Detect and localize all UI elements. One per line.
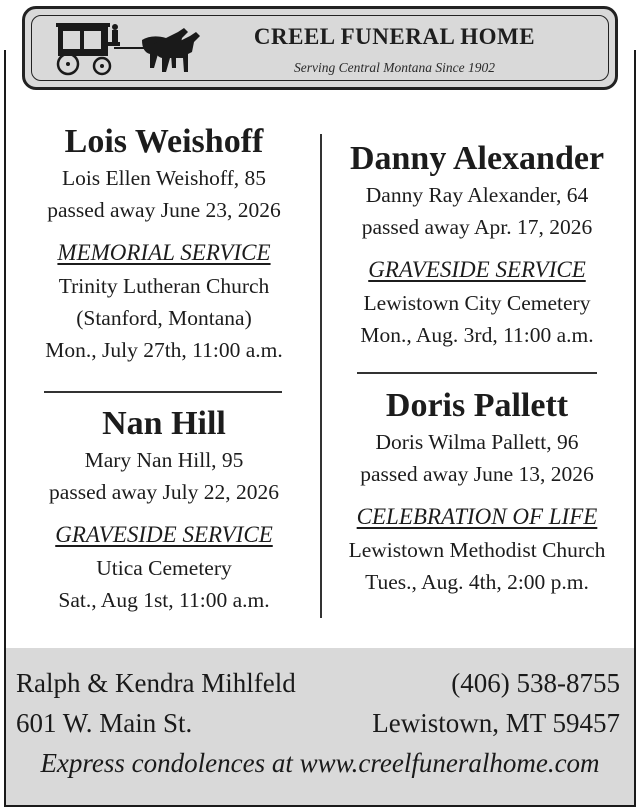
obituary-name: Lois Weishoff	[64, 123, 264, 160]
brand-name: CREEL FUNERAL HOME	[253, 24, 536, 49]
service-location: Lewistown Methodist Church	[348, 538, 606, 562]
service-location-detail: (Stanford, Montana)	[76, 306, 252, 330]
obituary-nan-hill	[14, 404, 314, 616]
service-type: CELEBRATION OF LIFE	[356, 504, 598, 529]
service-type: MEMORIAL SERVICE	[57, 240, 271, 265]
obituary-passed-date: passed away July 22, 2026	[49, 480, 279, 504]
obituary-name: Danny Alexander	[349, 140, 605, 177]
service-datetime: Mon., Aug. 3rd, 11:00 a.m.	[360, 323, 594, 347]
obituary-passed-date: passed away June 23, 2026	[47, 198, 281, 222]
obituary-full-name: Danny Ray Alexander, 64	[365, 183, 589, 207]
obituary-name: Doris Pallett	[385, 387, 569, 424]
service-location: Lewistown City Cemetery	[363, 291, 591, 315]
service-location: Trinity Lutheran Church	[58, 274, 270, 298]
owners-name: Ralph & Kendra Mihlfeld	[16, 668, 296, 698]
obituary-passed-date: passed away June 13, 2026	[360, 462, 594, 486]
service-datetime: Mon., July 27th, 11:00 a.m.	[45, 338, 283, 362]
service-type: GRAVESIDE SERVICE	[55, 522, 273, 547]
city-address: Lewistown, MT 59457	[372, 708, 620, 738]
divider-left	[44, 391, 282, 393]
column-divider	[320, 134, 322, 618]
street-address: 601 W. Main St.	[16, 708, 193, 738]
obituary-passed-date: passed away Apr. 17, 2026	[361, 215, 593, 239]
service-location: Utica Cemetery	[96, 556, 232, 580]
footer-contact	[6, 648, 634, 805]
obituary-name: Nan Hill	[102, 405, 226, 442]
obituary-lois-weishoff	[14, 122, 314, 366]
condolences-web-line: Express condolences at www.creelfuneralhome.com	[40, 748, 600, 778]
service-type: GRAVESIDE SERVICE	[368, 257, 586, 282]
service-datetime: Tues., Aug. 4th, 2:00 p.m.	[365, 570, 589, 594]
obituary-danny-alexander	[326, 139, 628, 351]
horse-drawn-hearse-icon	[54, 18, 214, 78]
brand-tagline: Serving Central Montana Since 1902	[294, 60, 495, 75]
service-datetime: Sat., Aug 1st, 11:00 a.m.	[58, 588, 270, 612]
phone-number: (406) 538-8755	[451, 668, 620, 698]
obituary-full-name: Lois Ellen Weishoff, 85	[61, 166, 267, 190]
divider-right	[357, 372, 597, 374]
obituary-full-name: Mary Nan Hill, 95	[84, 448, 244, 472]
obituary-full-name: Doris Wilma Pallett, 96	[375, 430, 579, 454]
obituary-doris-pallett	[326, 386, 628, 598]
